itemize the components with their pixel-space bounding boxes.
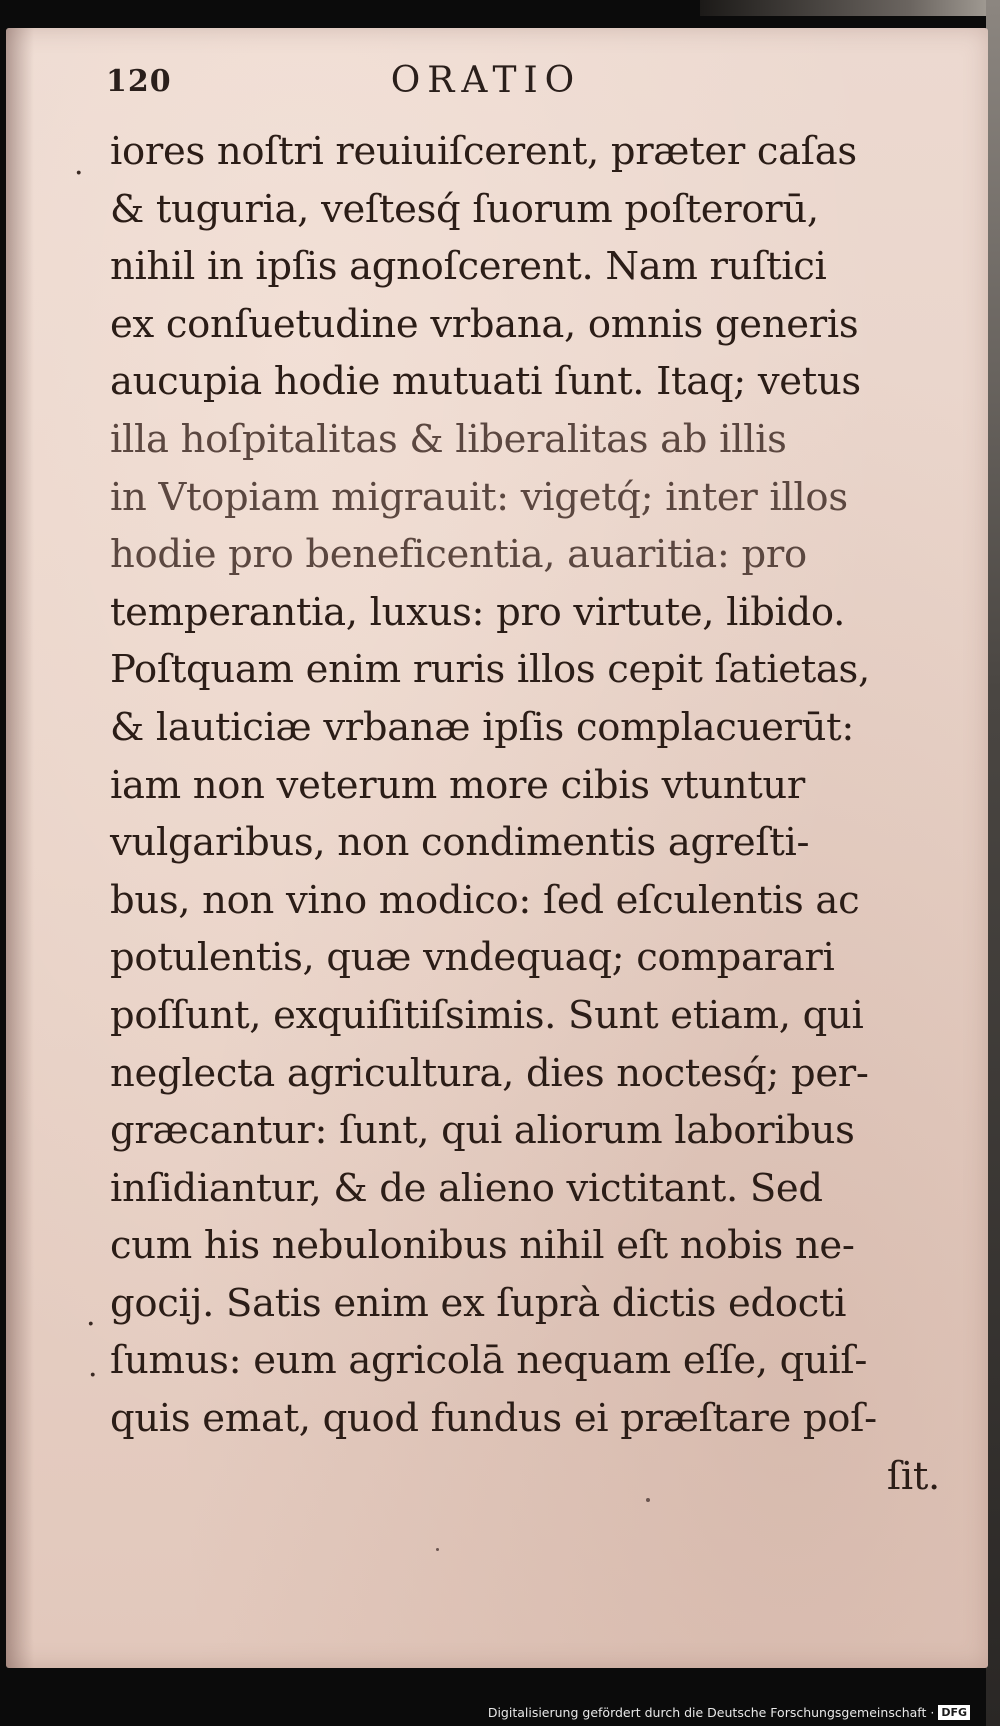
text-line: vulgaribus, non condimentis agreſti-: [110, 820, 810, 866]
text-line: ſumus: eum agricolā nequam eſſe, quiſ-: [110, 1338, 868, 1384]
text-line: potulentis, quæ vndequaq; comparari: [110, 935, 835, 981]
running-title: ORATIO: [390, 60, 582, 101]
digitization-credit: [488, 1704, 970, 1722]
text-line: cum his nebulonibus nihil eſt nobis ne-: [110, 1223, 855, 1269]
running-head: [6, 60, 988, 110]
dfg-logo: DFG: [938, 1705, 970, 1720]
text-line: iores noſtri reuiuiſcerent, præter caſas: [110, 129, 857, 174]
body-text: [110, 123, 940, 1505]
text-line: ex conſuetudine vrbana, omnis generis: [110, 301, 859, 347]
text-line: gocij. Satis enim ex ſuprà dictis edocti: [110, 1280, 847, 1326]
text-line: iam non veterum more cibis vtuntur: [110, 762, 805, 808]
credit-text: Digitalisierung gefördert durch die Deutsche Forschungsgemeinschaft ·: [487, 1705, 935, 1720]
text-line: græcantur: ſunt, qui aliorum laboribus: [110, 1108, 855, 1154]
margin-dot-mark: .: [86, 1298, 96, 1333]
text-line: poſſunt, exquiſitiſsimis. Sunt etiam, qui: [110, 992, 864, 1038]
text-line: aucupia hodie mutuati ſunt. Itaq; vetus: [110, 359, 861, 405]
text-line-final: ſit.: [886, 1453, 940, 1499]
book-page: [6, 28, 988, 1668]
next-leaf-edge-top: [700, 0, 1000, 16]
text-line: temperantia, luxus: pro virtute, libido.: [110, 589, 846, 635]
text-line: inſidiantur, & de alieno victitant. Sed: [110, 1165, 823, 1211]
paper-speck: [646, 1498, 650, 1502]
margin-dot-mark: ·: [74, 156, 84, 191]
text-line: nihil in ipſis agnoſcerent. Nam ruſtici: [110, 244, 827, 290]
text-line: & tuguria, veſtesq́ ſuorum poſterorū,: [110, 186, 819, 232]
paper-speck: [436, 1548, 439, 1551]
text-line: Poſtquam enim ruris illos cepit ſatietas,: [110, 647, 870, 693]
page-number: 120: [106, 64, 172, 99]
text-line: in Vtopiam migrauit: vigetq́; inter illos: [110, 474, 848, 520]
text-line: & lauticiæ vrbanæ ipſis complacuerūt:: [110, 704, 854, 750]
gutter-shadow: [6, 28, 34, 1668]
next-leaf-edge-right: [986, 0, 1000, 1726]
text-line: neglecta agricultura, dies noctesq́; per-: [110, 1050, 869, 1096]
text-line: bus, non vino modico: ſed eſculentis ac: [110, 877, 860, 923]
text-line: illa hoſpitalitas & liberalitas ab illis: [110, 416, 787, 462]
text-line: quis emat, quod fundus ei præſtare poſ-: [110, 1396, 877, 1442]
margin-dot-mark: ·: [88, 1358, 98, 1393]
text-line: hodie pro beneficentia, auaritia: pro: [110, 532, 807, 578]
